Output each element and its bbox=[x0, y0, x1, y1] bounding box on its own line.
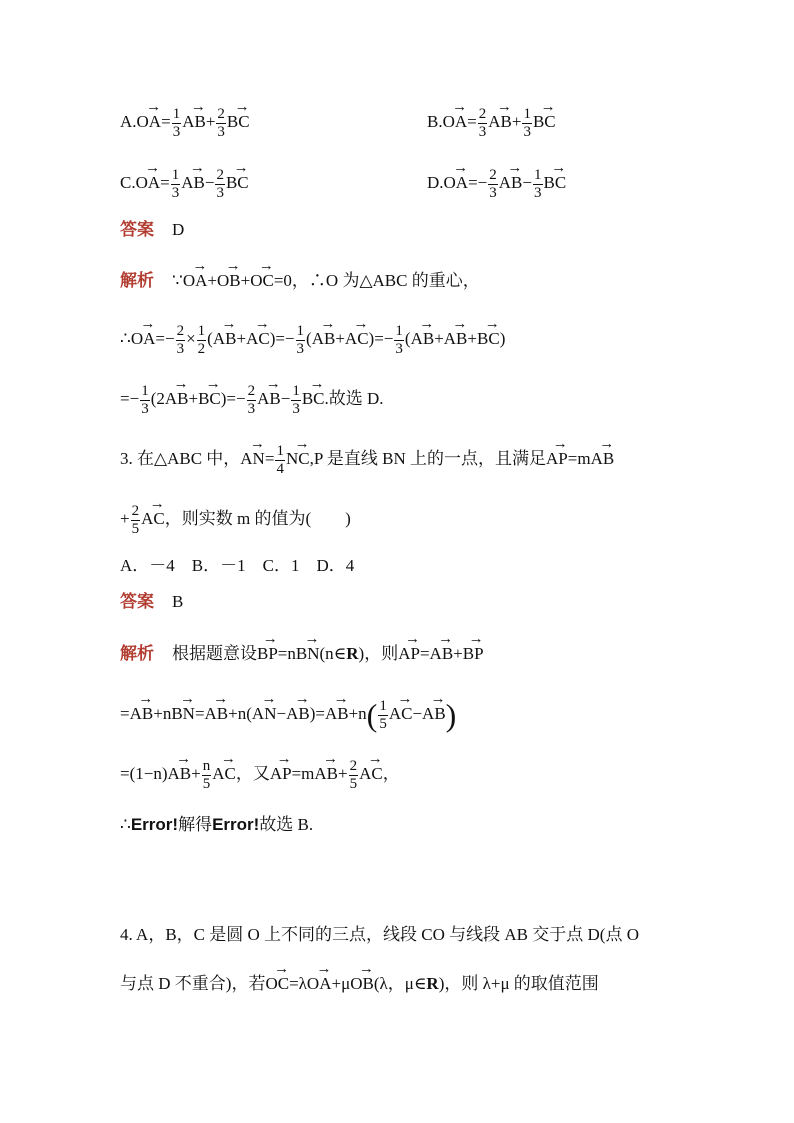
option-label: A. bbox=[120, 112, 137, 131]
vector-ap: → AP bbox=[398, 635, 420, 662]
vector-ab: → AB bbox=[205, 695, 229, 722]
question-3-line2: + $\frac{2}{5}$ → AC，则实数 m 的值为( ) bbox=[120, 500, 351, 530]
vector-ab: → AB bbox=[488, 103, 512, 130]
fraction: $\frac{1}{2}$ bbox=[197, 322, 206, 357]
vector-ab: → AB bbox=[325, 695, 349, 722]
vector-ab: → AB bbox=[411, 320, 435, 347]
error-placeholder: Error! bbox=[130, 815, 179, 834]
vector-ab: → AB bbox=[182, 103, 206, 130]
analysis-label: 解析 bbox=[120, 644, 154, 663]
vector-oc: → OC bbox=[265, 965, 289, 992]
vector-ab: → AB bbox=[444, 320, 468, 347]
fraction: $\frac{1}{3}$ bbox=[141, 382, 149, 417]
vector-bn: → BN bbox=[171, 695, 195, 722]
option-b: B.→ OA= $\frac{2}{3}$ → AB+ $\frac{1}{3}$ → BC bbox=[427, 103, 556, 133]
vector-ap: → AP bbox=[546, 440, 568, 467]
vector-ap: → AP bbox=[270, 755, 292, 782]
fraction: $\frac{2}{5}$ bbox=[349, 757, 358, 792]
vector-bp: → BP bbox=[257, 635, 278, 662]
answer-label: 答案 bbox=[120, 592, 154, 611]
vector-ac: → AC bbox=[345, 320, 369, 347]
fraction: $\frac{2}{3}$ bbox=[216, 166, 224, 201]
vector-bp: → BP bbox=[463, 635, 484, 662]
vector-bn: → BN bbox=[296, 635, 320, 662]
option-a: A.→ OA= $\frac{1}{3}$ → AB+ $\frac{2}{3}$ → BC bbox=[120, 103, 250, 133]
answer-label: 答案 bbox=[120, 220, 154, 239]
fraction: $\frac{1}{3}$ bbox=[171, 166, 180, 201]
vector-oa: → OA bbox=[131, 320, 156, 347]
vector-bc: → BC bbox=[533, 103, 556, 130]
vector-oa: → OA bbox=[137, 103, 162, 130]
fraction: $\frac{2}{5}$ bbox=[131, 502, 140, 537]
vector-ab: → AB bbox=[181, 164, 205, 191]
analysis-q3-line2: =→ AB+n→ BN=→ AB+n(→ AN−→ AB)=→ AB+n( $\frac{1}{5}$ → AC−→ AB) bbox=[120, 695, 456, 725]
vector-ab: → AB bbox=[430, 635, 454, 662]
vector-ab: → AB bbox=[591, 440, 615, 467]
vector-ac: → AC bbox=[212, 755, 236, 782]
answer-value: B bbox=[172, 592, 184, 611]
vector-ab: → AB bbox=[312, 320, 336, 347]
vector-ob: → OB bbox=[217, 262, 241, 289]
option-label: B. bbox=[427, 112, 443, 131]
vector-ab: → AB bbox=[286, 695, 310, 722]
fraction: $\frac{1}{3}$ bbox=[172, 105, 181, 140]
analysis-q3-line1: 解析 根据题意设→ BP=n→ BN(n∈R)，则→ AP=→ AB+→ BP bbox=[120, 635, 484, 665]
vector-ab: → AB bbox=[213, 320, 237, 347]
question-4-line1: 4. A，B，C 是圆 O 上不同的三点，线段 CO 与线段 AB 交于点 D(点 O bbox=[120, 925, 639, 944]
vector-ab: → AB bbox=[499, 164, 523, 191]
vector-ab: → AB bbox=[314, 755, 338, 782]
option-label: C. bbox=[120, 173, 136, 192]
vector-bc: → BC bbox=[544, 164, 567, 191]
fraction: $\frac{2}{3}$ bbox=[489, 166, 497, 201]
analysis-label: 解析 bbox=[120, 271, 154, 290]
answer-q3 bbox=[120, 587, 183, 617]
vector-ac: → AC bbox=[246, 320, 270, 347]
fraction: $\frac{1}{3}$ bbox=[523, 105, 531, 140]
vector-oa: → OA bbox=[443, 103, 468, 130]
vector-oa: → OA bbox=[183, 262, 208, 289]
analysis-q2-line3: =− $\frac{1}{3}$ (2→ AB+→ BC)=− $\frac{2}{3}$ → AB− $\frac{1}{3}$ → BC.故选 D. bbox=[120, 380, 384, 410]
answer-value: D bbox=[172, 220, 185, 239]
fraction: $\frac{n}{5}$ bbox=[202, 757, 211, 792]
vector-nc: → NC bbox=[286, 440, 310, 467]
answer-q2 bbox=[120, 215, 184, 245]
vector-bc: → BC bbox=[302, 380, 325, 407]
question-3-line1: 3. 在△ABC 中，→ AN= $\frac{1}{4}$ → NC,P 是直线 BN 上的一点，且满足→ AP=m→ AB bbox=[120, 440, 614, 470]
fraction: $\frac{1}{5}$ bbox=[379, 697, 387, 732]
fraction: $\frac{1}{3}$ bbox=[534, 166, 542, 201]
vector-ac: → AC bbox=[141, 500, 165, 527]
analysis-q2-line2: ∴→ OA=− $\frac{2}{3}$ × $\frac{1}{2}$ (→ AB+→ AC)=− $\frac{1}{3}$ (→ AB+→ AC)=− $\frac{1}{3}$ (→ AB+→ AB+→ BC) bbox=[120, 320, 505, 350]
fraction: $\frac{1}{3}$ bbox=[292, 382, 300, 417]
vector-oa: → OA bbox=[307, 965, 332, 992]
fraction: $\frac{1}{4}$ bbox=[276, 442, 284, 477]
fraction: $\frac{1}{3}$ bbox=[395, 322, 403, 357]
option-d: D.→ OA=− $\frac{2}{3}$ → AB− $\frac{1}{3}$ → BC bbox=[427, 164, 566, 194]
question-3-choices: A．－4 B．－1 C．1 D．4 bbox=[120, 556, 355, 575]
option-c: C.→ OA= $\frac{1}{3}$ → AB− $\frac{2}{3}$ → BC bbox=[120, 164, 249, 194]
analysis-q3-line4: ∴Error!解得Error!故选 B. bbox=[120, 815, 314, 834]
error-placeholder: Error! bbox=[212, 815, 260, 834]
vector-oa: → OA bbox=[136, 164, 161, 191]
vector-ab: → AB bbox=[168, 755, 192, 782]
vector-oc: → OC bbox=[250, 262, 274, 289]
fraction: $\frac{1}{3}$ bbox=[296, 322, 305, 357]
analysis-q3-line3: =(1−n)→ AB+ $\frac{n}{5}$ → AC，又→ AP=m→ AB+ $\frac{2}{5}$ → AC， bbox=[120, 755, 400, 785]
vector-ac: → AC bbox=[389, 695, 413, 722]
vector-ab: → AB bbox=[165, 380, 189, 407]
analysis-q2-line1: 解析 ∵→ OA+→ OB+→ OC=0，∴O 为△ABC 的重心， bbox=[120, 262, 480, 292]
vector-bc: → BC bbox=[226, 164, 249, 191]
fraction: $\frac{2}{3}$ bbox=[478, 105, 487, 140]
fraction: $\frac{2}{3}$ bbox=[176, 322, 185, 357]
option-label: D. bbox=[427, 173, 444, 192]
vector-ob: → OB bbox=[350, 965, 374, 992]
vector-ab: → AB bbox=[130, 695, 154, 722]
fraction: $\frac{2}{3}$ bbox=[247, 382, 256, 417]
vector-an: → AN bbox=[252, 695, 277, 722]
question-4-line2: 与点 D 不重合)，若→ OC=λ→ OA+μ→ OB(λ，μ∈R)，则 λ+μ 的取值范围 bbox=[120, 965, 599, 995]
vector-ab: → AB bbox=[422, 695, 446, 722]
fraction: $\frac{2}{3}$ bbox=[217, 105, 225, 140]
vector-an: → AN bbox=[240, 440, 265, 467]
vector-bc: → BC bbox=[227, 103, 250, 130]
vector-ac: → AC bbox=[359, 755, 383, 782]
vector-ab: → AB bbox=[257, 380, 281, 407]
vector-oa: → OA bbox=[444, 164, 469, 191]
vector-bc: → BC bbox=[477, 320, 500, 347]
vector-bc: → BC bbox=[198, 380, 221, 407]
